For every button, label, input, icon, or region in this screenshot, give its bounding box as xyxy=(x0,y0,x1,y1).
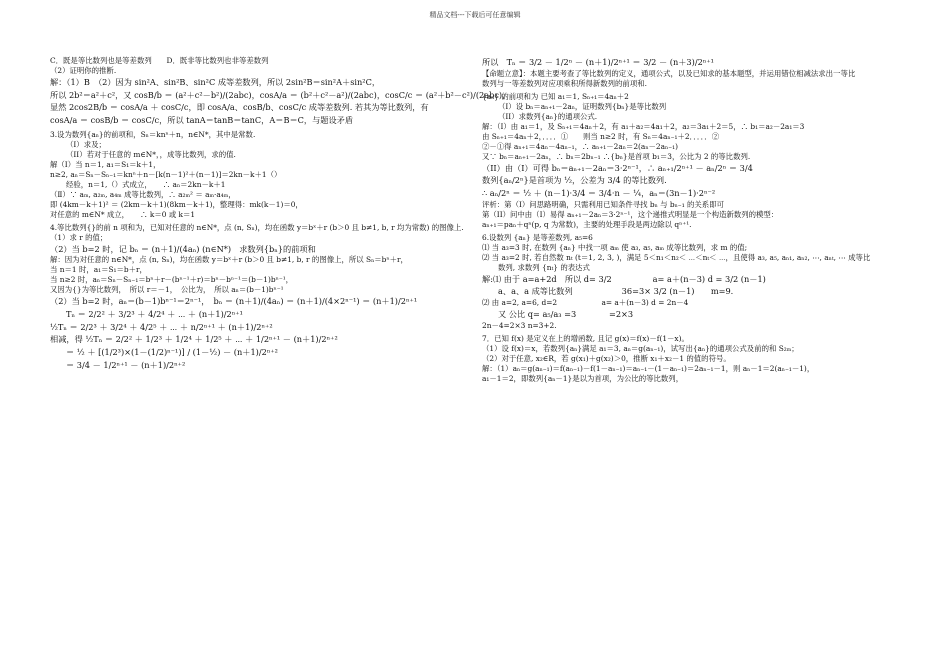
formula-line: 又∵ bₙ＝aₙ₊₁－2aₙ，∴ bₙ＝2bₙ₋₁ ∴{bₙ}是首项 b₁＝3，公比为 2 的等比数列. xyxy=(482,151,751,161)
problem-part: ⑵ 当 a₃=2 时, 若自然数 nₜ (t＝1, 2, 3, )，满足 5＜n₁＜n₂＜ ⋯＜nₜ＜ ⋯，且使得 a₃, a₅, aₙ₁, aₙ₂, ⋯, aₙₜ, ⋯ 成等比 xyxy=(482,252,871,262)
formula-line: a、a、a 成等比数列 36=3× 3/2 (n－1) m=9. xyxy=(498,286,734,297)
problem-5-title: {aₙ} 的前项和为 已知 a₁＝1, Sₙ₊₁＝4aₙ＋2 xyxy=(482,91,629,101)
formula-line: 所以 2b²＝a²＋c²，又 cosB/b ＝ (a²＋c²－b²)/(2abc)，cosA/a ＝ (b²＋c²－a²)/(2abc)，cosC/c ＝ (a²＋b²－c²)/(2abc)， xyxy=(50,89,511,100)
problem-part: （2）对于任意, x₂∈R，若 g(x₁)＋g(x₂)＞0，推断 x₁＋x₂－1 的值的符号。 xyxy=(482,353,731,363)
solution-line: 解：（1）aₙ＝g(aₙ₋₁)＝f(aₙ₋₁)－f(1－aₙ₋₁)＝aₙ₋₁－(1－aₙ₋₁)＝2aₙ₋₁－1，则 aₙ－1＝2(aₙ₋₁－1)， xyxy=(482,363,815,373)
formula-line: Tₙ ＝ 2/2² ＋ 3/2³ ＋ 4/2⁴ ＋ ⋯ ＋ (n＋1)/2ⁿ⁺¹ xyxy=(66,308,243,319)
formula-line: ＝ ½ ＋ [(1/2³)×(1－(1/2)ⁿ⁻¹)] / (1－½) － (n＋1)/2ⁿ⁺² xyxy=(66,347,278,358)
formula-line: 即 (4km－k＋1)² ＝ (2km－k＋1)(8km－k＋1)，整理得：mk(k－1)＝0， xyxy=(50,199,303,209)
formula-line: ②－①得 aₙ₊₁＝4aₙ－4aₙ₋₁，∴ aₙ₊₁－2aₙ＝2(aₙ－2aₙ₋₁) xyxy=(482,141,678,151)
solution-line: 解:⑴ 由于 a=a+2d 所以 d= 3/2 a= a＋(n－3) d = 3/2 (n－1) xyxy=(482,273,766,284)
formula-line: ＝ 3/4 － 1/2ⁿ⁺¹ － (n＋1)/2ⁿ⁺² xyxy=(66,359,186,370)
problem-part: （1）求 r 的值； xyxy=(50,232,108,242)
page-header: 精品文档---下载后可任意编辑 xyxy=(429,11,521,19)
formula-line: （Ⅱ）∵ aₘ, a₂ₘ, a₄ₘ 成等比数列，∴ a₂ₘ² ＝ aₘ·a₄ₘ， xyxy=(50,189,236,199)
formula-line: 经验，n＝1,（）式成立， ∴ aₙ＝2kn－k＋1 xyxy=(66,179,226,189)
formula-line: 所以 Tₙ ＝ 3/2 － 1/2ⁿ － (n＋1)/2ⁿ⁺¹ ＝ 3/2 － (n＋3)/2ⁿ⁺¹ xyxy=(482,57,714,67)
problem-part: （II）若对于任意的 m∈N*，，成等比数列，求的值. xyxy=(66,149,236,159)
commentary-line: 【命题立意】：本题主要考查了等比数列的定义，通项公式，以及已知求的基本题型，并运用错位相减法求出一等比 xyxy=(482,68,856,78)
formula-line: 对任意的 m∈N* 成立， ∴ k＝0 或 k＝1 xyxy=(50,209,196,219)
problem-part: （I）求及； xyxy=(66,139,106,149)
formula-line: 2n－4=2×3 n=3+2. xyxy=(482,320,557,330)
problem-7-title: 7．已知 f(x) 是定义在上的增函数, 且记 g(x)＝f(x)－f(1－x)。 xyxy=(482,333,689,343)
formula-line: ⑵ 由 a=2, a=6, d=2 a= a＋(n－3) d = 2n－4 xyxy=(482,297,689,307)
problem-part: ⑴ 当 a₃=3 时, 在数列 {aₙ} 中找一项 aₘ 使 a₃, a₅, aₘ 成等比数列，求 m 的值; xyxy=(482,242,748,252)
solution-line: 解：（I）由 a₁＝1，及 Sₙ₊₁＝4aₙ＋2，有 a₁＋a₂＝4a₁＋2，a₂＝3a₁＋2＝5，∴ b₁＝a₂－2a₁＝3 xyxy=(482,121,805,131)
left-column xyxy=(50,56,511,660)
problem-part: （II）求数列{aₙ}的通项公式. xyxy=(498,111,598,121)
problem-6-title: 6.设数列 {aₙ} 是等差数列, a₅=6 xyxy=(482,232,593,242)
formula-line: n≥2, aₙ＝Sₙ－Sₙ₋₁＝knⁿ＋n－[k(n－1)²＋(n－1)]＝2kn－k＋1（） xyxy=(50,169,282,179)
formula-line: ½Tₙ ＝ 2/2³ ＋ 3/2⁴ ＋ 4/2⁵ ＋ ⋯ ＋ n/2ⁿ⁺¹ ＋ (n＋1)/2ⁿ⁺² xyxy=(50,321,273,332)
solution-line: 解（Ⅰ）当 n＝1, a₁＝S₁＝k＋1， xyxy=(50,159,161,169)
problem-part: （2）当 b=2 时，记 bₙ ＝ (n＋1)/(4aₙ) (n∈N*) 求数列{bₙ}的前项和 xyxy=(50,243,316,254)
formula-line: 当 n≥2 时，aₙ＝Sₙ－Sₙ₋₁＝bⁿ＋r－(bⁿ⁻¹＋r)＝bⁿ－bⁿ⁻¹＝(b－1)bⁿ⁻¹， xyxy=(50,275,294,285)
problem-part: 数列, 求数列 {nₜ} 的表达式 xyxy=(498,262,590,272)
problem-3-title: 3.设为数列{aₙ}的前项和，Sₙ＝knⁿ＋n，n∈N*，其中是常数. xyxy=(50,129,256,139)
formula-line: 当 n＝1 时，a₁＝S₁＝b＋r， xyxy=(50,265,147,275)
solution-line: 解：（1）B （2）因为 sin²A、sin²B、sin²C 成等差数列，所以 2sin²B＝sin²A＋sin²C， xyxy=(50,76,381,87)
formula-line: 相减，得 ½Tₙ ＝ 2/2² ＋ 1/2³ ＋ 1/2⁴ ＋ 1/2⁵ ＋ ⋯ ＋ 1/2ⁿ⁺¹ － (n＋1)/2ⁿ⁺² xyxy=(50,334,338,345)
option-line: C．既是等比数列也是等差数列 D．既非等比数列也非等差数列 xyxy=(50,56,269,65)
formula-line: ∴ aₙ/2ⁿ ＝ ½ ＋ (n－1)·3/4 ＝ 3/4·n － ¼，aₙ＝(3n－1)·2ⁿ⁻² xyxy=(482,187,716,198)
formula-line: （2）当 b=2 时，aₙ＝(b－1)bⁿ⁻¹＝2ⁿ⁻¹， bₙ ＝ (n＋1)/(4aₙ) ＝ (n＋1)/(4×2ⁿ⁻¹) ＝ (n＋1)/2ⁿ⁺¹ xyxy=(50,296,418,307)
question-line: （2）证明你的推断. xyxy=(50,65,117,75)
formula-line: 显然 2cos2B/b ＝ cosA/a ＋ cosC/c，即 cosA/a、cosB/b、cosC/c 成等差数列. 若其为等比数列，有 xyxy=(50,102,429,113)
problem-4-title: 4.等比数列{}的前 n 项和为，已知对任意的 n∈N*，点 (n, Sₙ)，均在函数 y＝bˣ＋r (b＞0 且 b≠1, b, r 均为常数) 的图像上. xyxy=(50,222,464,232)
commentary-line: 数列与一等差数列对应项乘积所得新数列的前项和. xyxy=(482,78,647,88)
formula-line: 数列{aₙ/2ⁿ}是首项为 ½，公差为 3/4 的等比数列. xyxy=(482,175,667,186)
problem-part: （I）设 bₙ＝aₙ₊₁－2aₙ，证明数列{bₙ}是等比数列 xyxy=(498,101,667,111)
commentary-line: 第（II）问中由（I）易得 aₙ₊₁－2aₙ＝3·2ⁿ⁻¹，这个递推式明显是一个构造新数列的模型： xyxy=(482,209,779,219)
right-column xyxy=(482,56,900,660)
formula-line: cosA/a ＝ cosB/b ＝ cosC/c，所以 tanA＝tanB＝tanC，A＝B＝C，与题设矛盾 xyxy=(50,115,354,126)
formula-line: 又 公比 q= a₅/a₃ =3 =2×3 xyxy=(498,308,634,319)
problem-part: （1）设 f(x)＝x，若数列{aₙ}满足 a₁＝3, aₙ＝g(aₙ₋₁)，试写出{aₙ}的通项公式及前的和 S₂ₘ； xyxy=(482,343,799,353)
formula-line: 又因为{}为等比数列， 所以 r＝－1， 公比为， 所以 aₙ＝(b－1)bⁿ⁻¹ xyxy=(50,285,284,295)
commentary-line: 评析：第（I）问思路明确，只需利用已知条件寻找 bₙ 与 bₙ₋₁ 的关系即可 xyxy=(482,199,724,209)
solution-line: 解：因为对任意的 n∈N*，点 (n, Sₙ)，均在函数 y＝bˣ＋r (b＞0 且 b≠1, b, r 的图像上，所以 Sₙ＝bⁿ＋r， xyxy=(50,255,408,265)
formula-line: 由 Sₙ₊₁＝4aₙ＋2，．．．．① 则当 n≥2 时，有 Sₙ＝4aₙ₋₁＋2．．．．．② xyxy=(482,131,720,141)
formula-line: （II）由（I）可得 bₙ＝aₙ₊₁－2aₙ＝3·2ⁿ⁻¹，∴ aₙ₊₁/2ⁿ⁺¹ － aₙ/2ⁿ ＝ 3/4 xyxy=(482,162,753,173)
commentary-line: aₙ₊₁＝paₙ＋qⁿ(p, q 为常数)，主要的处理手段是两边除以 qⁿ⁺¹. xyxy=(482,219,692,229)
formula-line: a₁－1＝2，即数列{aₙ－1}是以为首项，为公比的等比数列， xyxy=(482,373,684,383)
